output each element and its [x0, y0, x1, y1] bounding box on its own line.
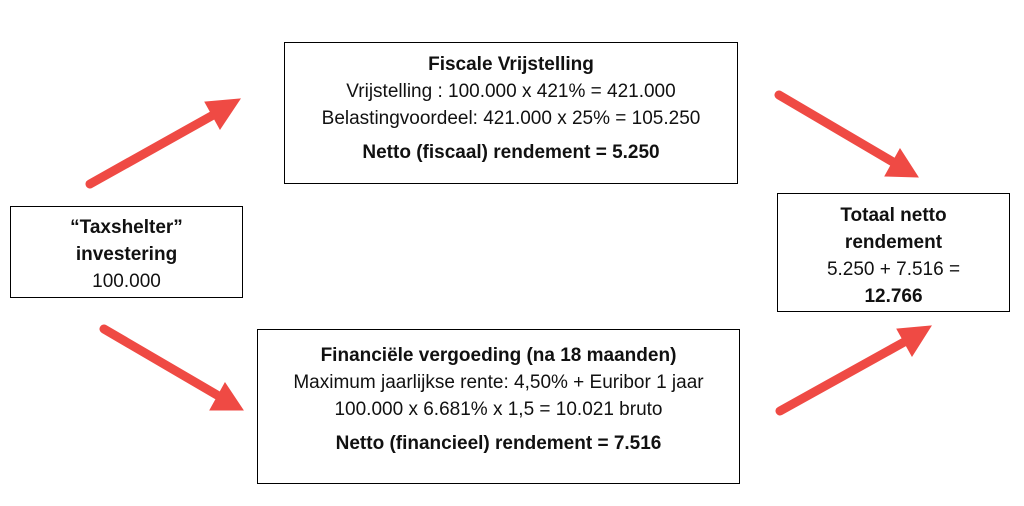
financial-line-1: Maximum jaarlijkse rente: 4,50% + Euribor 1 jaar: [293, 372, 704, 393]
fiscal-title: Fiscale Vrijstelling: [428, 54, 594, 75]
financial-title: Financiële vergoeding (na 18 maanden): [320, 345, 677, 366]
total-net-return-box: [777, 193, 1010, 312]
total-result: 12.766: [864, 286, 923, 307]
total-title: Totaal netto: [840, 205, 947, 226]
total-title-2: rendement: [844, 232, 943, 253]
fiscal-line-2: Belastingvoordeel: 421.000 x 25% = 105.250: [321, 108, 701, 129]
arrow-to-fiscal: [90, 99, 240, 184]
financial-compensation-box: [257, 329, 740, 484]
fiscal-exemption-box: [284, 42, 738, 184]
total-sum: 5.250 + 7.516 =: [826, 259, 961, 280]
taxshelter-investment-box: [10, 206, 243, 298]
arrow-fiscal-to-total: [779, 95, 918, 177]
taxshelter-title-2: investering: [75, 244, 178, 265]
arrow-financial-to-total: [780, 326, 931, 411]
arrow-to-financial: [104, 329, 243, 410]
taxshelter-amount: 100.000: [92, 271, 161, 292]
financial-result: Netto (financieel) rendement = 7.516: [335, 433, 662, 454]
fiscal-line-1: Vrijstelling : 100.000 x 421% = 421.000: [346, 81, 676, 102]
financial-line-2: 100.000 x 6.681% x 1,5 = 10.021 bruto: [334, 399, 663, 420]
fiscal-result: Netto (fiscaal) rendement = 5.250: [362, 142, 660, 163]
taxshelter-title: “Taxshelter”: [70, 217, 183, 238]
